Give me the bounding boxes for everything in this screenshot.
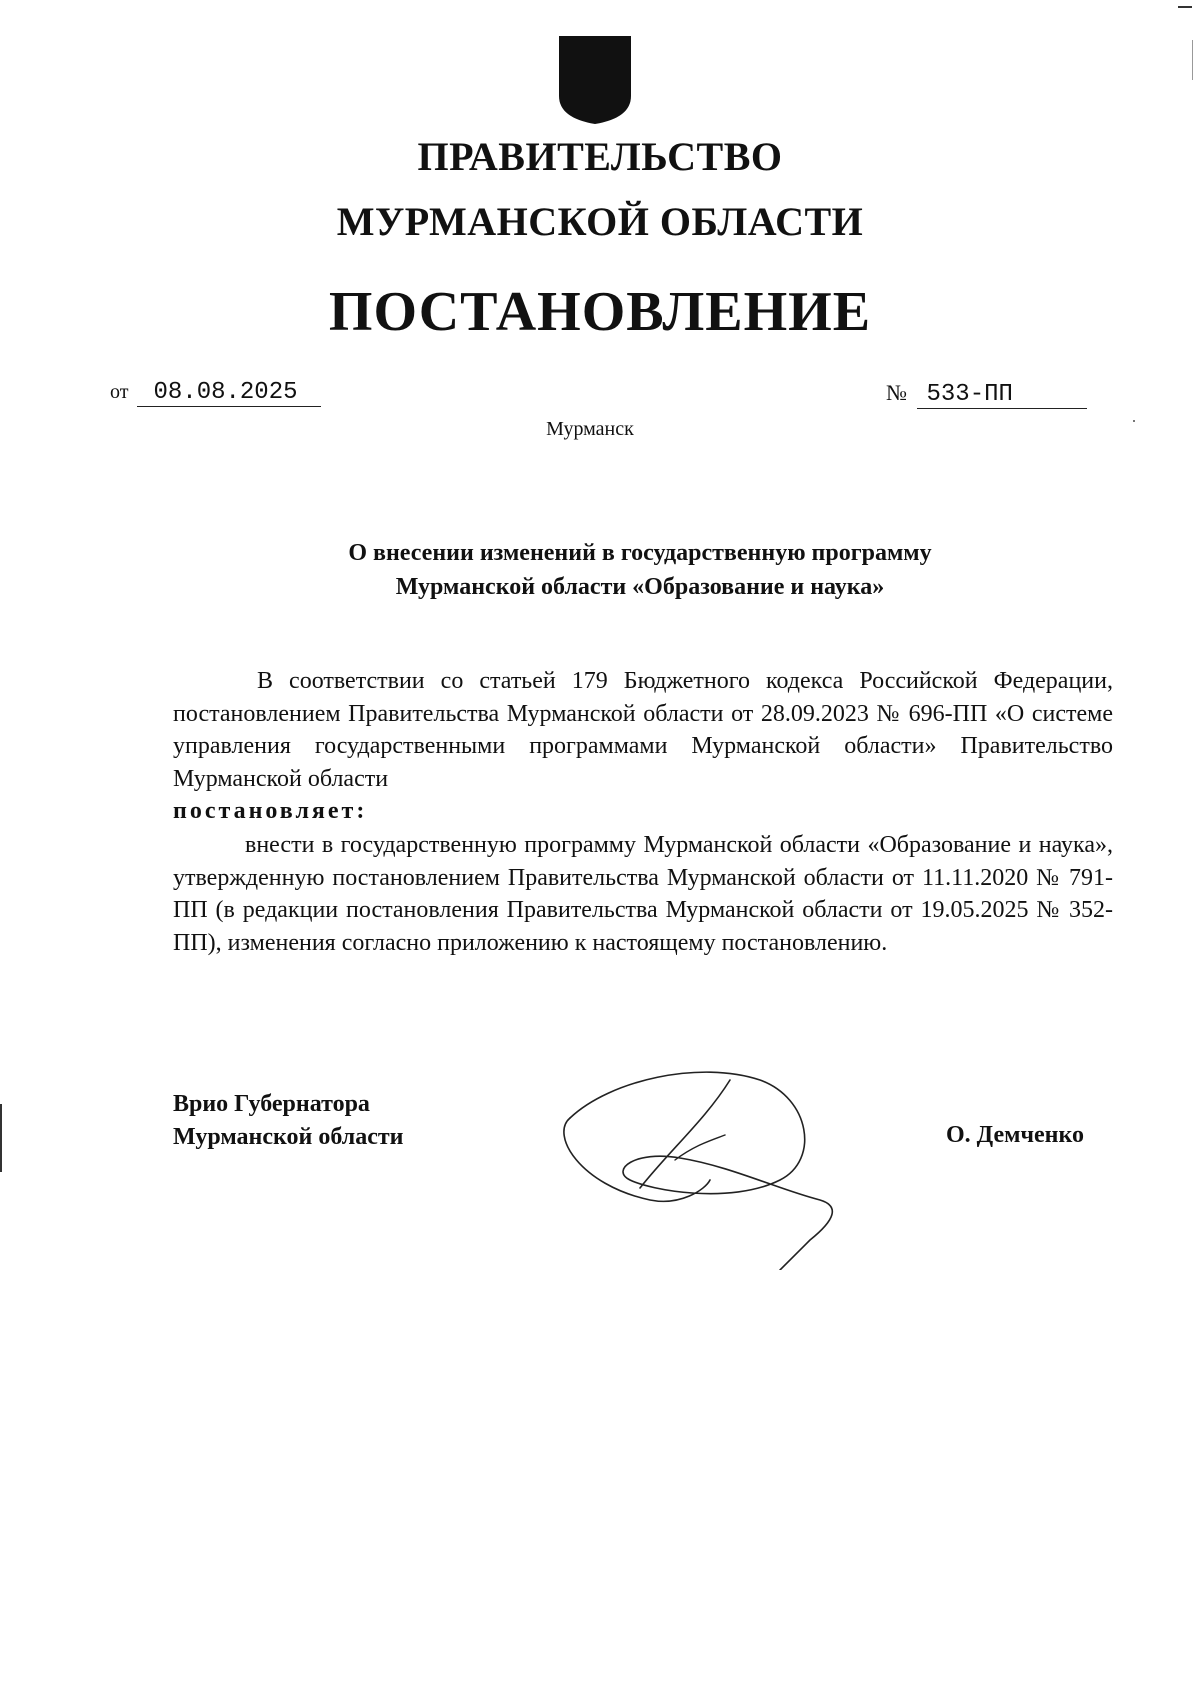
org-name-line-2: МУРМАНСКОЙ ОБЛАСТИ	[336, 199, 864, 244]
signatory-position-line-1: Врио Губернатора	[173, 1091, 370, 1117]
resolution-verb: постановляет:	[173, 798, 368, 824]
signatory-name: О. Демченко	[946, 1122, 1084, 1148]
scan-edge-mark	[0, 1104, 2, 1172]
document-type-title: ПОСТАНОВЛЕНИЕ	[328, 281, 872, 343]
subject-line-1: О внесении изменений в государственную программу	[348, 540, 932, 566]
document-city: Мурманск	[546, 418, 634, 440]
body-paragraph-resolution: внести в государственную программу Мурманской области «Образование и наука», утвержденную постановлением Правительства Мурманской области от 11.11.2020 № 791-ПП (в редакции постановления Правительства Мурманской области от 19.05.2025 № 352-ПП), изменения согласно приложению к настоящему постановлению.	[173, 832, 1113, 956]
document-subject	[0, 536, 1200, 604]
scan-edge-mark	[1178, 6, 1192, 8]
coat-of-arms-icon	[557, 34, 633, 126]
date-prefix: от	[110, 381, 129, 403]
document-number-field	[886, 380, 1087, 409]
signatory-position	[173, 1088, 403, 1153]
document-date-field	[110, 380, 321, 407]
body-paragraph-preamble	[173, 665, 1113, 828]
handwritten-signature	[480, 1040, 880, 1270]
document-date: 08.08.2025	[137, 380, 321, 407]
subject-line-2: Мурманской области «Образование и наука»	[395, 574, 885, 600]
preamble-text: В соответствии со статьей 179 Бюджетного кодекса Российской Федерации, постановлением Правительства Мурманской области от 28.09.2023 № 696-ПП «О системе управления государственными программами Мурманской области» Правительство Мурманской области	[173, 668, 1113, 792]
scan-edge-mark	[1192, 40, 1193, 80]
document-number: 533-ПП	[917, 382, 1087, 409]
signatory-position-line-2: Мурманской области	[173, 1123, 404, 1150]
scan-edge-mark	[1133, 420, 1135, 422]
number-prefix: №	[886, 380, 907, 405]
org-name-line-1: ПРАВИТЕЛЬСТВО	[417, 134, 783, 179]
